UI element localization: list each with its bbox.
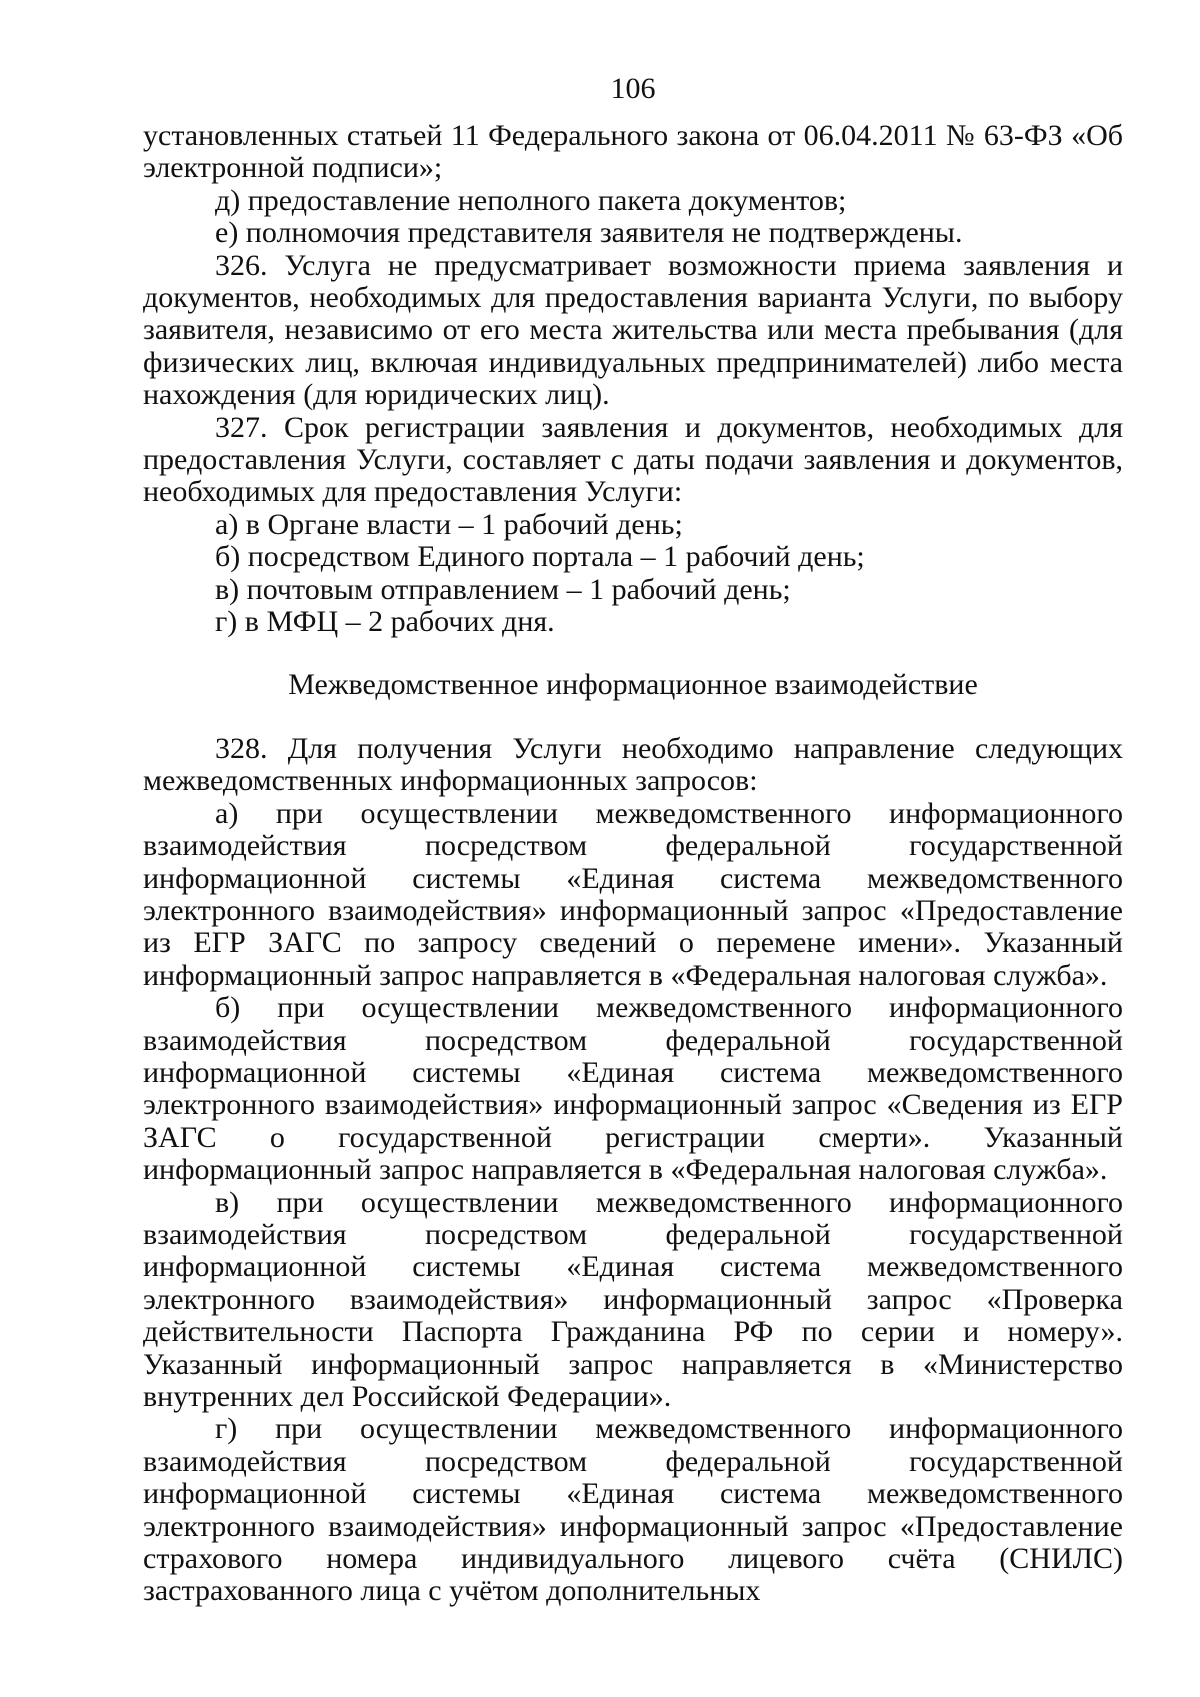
body-bottom: [143, 733, 1123, 1608]
section-heading: Межведомственное информационное взаимодействие: [288, 667, 978, 701]
paragraph-328: 328. Для получения Услуги необходимо направление следующих межведомственных информационных запросов:: [143, 731, 1123, 798]
paragraph-328-b: б) при осуществлении межведомственного информационного взаимодействия посредством федеральной государственной информационной системы «Единая система межведомственного электронного взаимодействия» информационный запрос «Сведения из ЕГР ЗАГС о государственной регистрации смерти». Указанный информационный запрос направляется в «Федеральная налоговая служба».: [143, 991, 1123, 1187]
paragraph-328-a: а) при осуществлении межведомственного информационного взаимодействия посредством федеральной государственной информационной системы «Единая система межведомственного электронного взаимодействия» информационный запрос «Предоставление из ЕГР ЗАГС по запросу сведений о перемене имени». Указанный информационный запрос направляется в «Федеральная налоговая служба».: [143, 796, 1123, 992]
paragraph-327-b: б) посредством Единого портала – 1 рабочий день;: [215, 540, 865, 574]
paragraph-328-g: г) при осуществлении межведомственного информационного взаимодействия посредством федеральной государственной информационной системы «Единая система межведомственного электронного взаимодействия» информационный запрос «Предоставление страхового номера индивидуального лицевого счёта (СНИЛС) застрахованного лица с учётом дополнительных: [143, 1412, 1123, 1608]
paragraph-item-e: е) полномочия представителя заявителя не подтверждены.: [215, 216, 963, 250]
paragraph-326: 326. Услуга не предусматривает возможности приема заявления и документов, необходимых для предоставления варианта Услуги, по выбору заявителя, независимо от его места жительства или места пребывания (для физических лиц, включая индивидуальных предпринимателей) либо места нахождения (для юридических лиц).: [143, 248, 1123, 412]
paragraph-327-g: г) в МФЦ – 2 рабочих дня.: [215, 605, 555, 639]
paragraph-continuation: установленных статьей 11 Федерального закона от 06.04.2011 № 63-ФЗ «Об электронной подписи»;: [143, 119, 1123, 185]
paragraph-327-v: в) почтовым отправлением – 1 рабочий день;: [215, 572, 791, 606]
body-top: [143, 120, 1123, 639]
paragraph-item-d: д) предоставление неполного пакета документов;: [215, 183, 847, 217]
paragraph-327: 327. Срок регистрации заявления и документов, необходимых для предоставления Услуги, составляет с даты подачи заявления и документов, необходимых для предоставления Услуги:: [143, 410, 1123, 509]
document-page: [143, 70, 1123, 1608]
paragraph-328-v: в) при осуществлении межведомственного информационного взаимодействия посредством федеральной государственной информационной системы «Единая система межведомственного электронного взаимодействия» информационный запрос «Проверка действительности Паспорта Гражданина РФ по серии и номеру». Указанный информационный запрос направляется в «Министерство внутренних дел Российской Федерации».: [143, 1185, 1123, 1414]
page-number: 106: [610, 72, 656, 105]
paragraph-327-a: а) в Органе власти – 1 рабочий день;: [215, 507, 683, 541]
